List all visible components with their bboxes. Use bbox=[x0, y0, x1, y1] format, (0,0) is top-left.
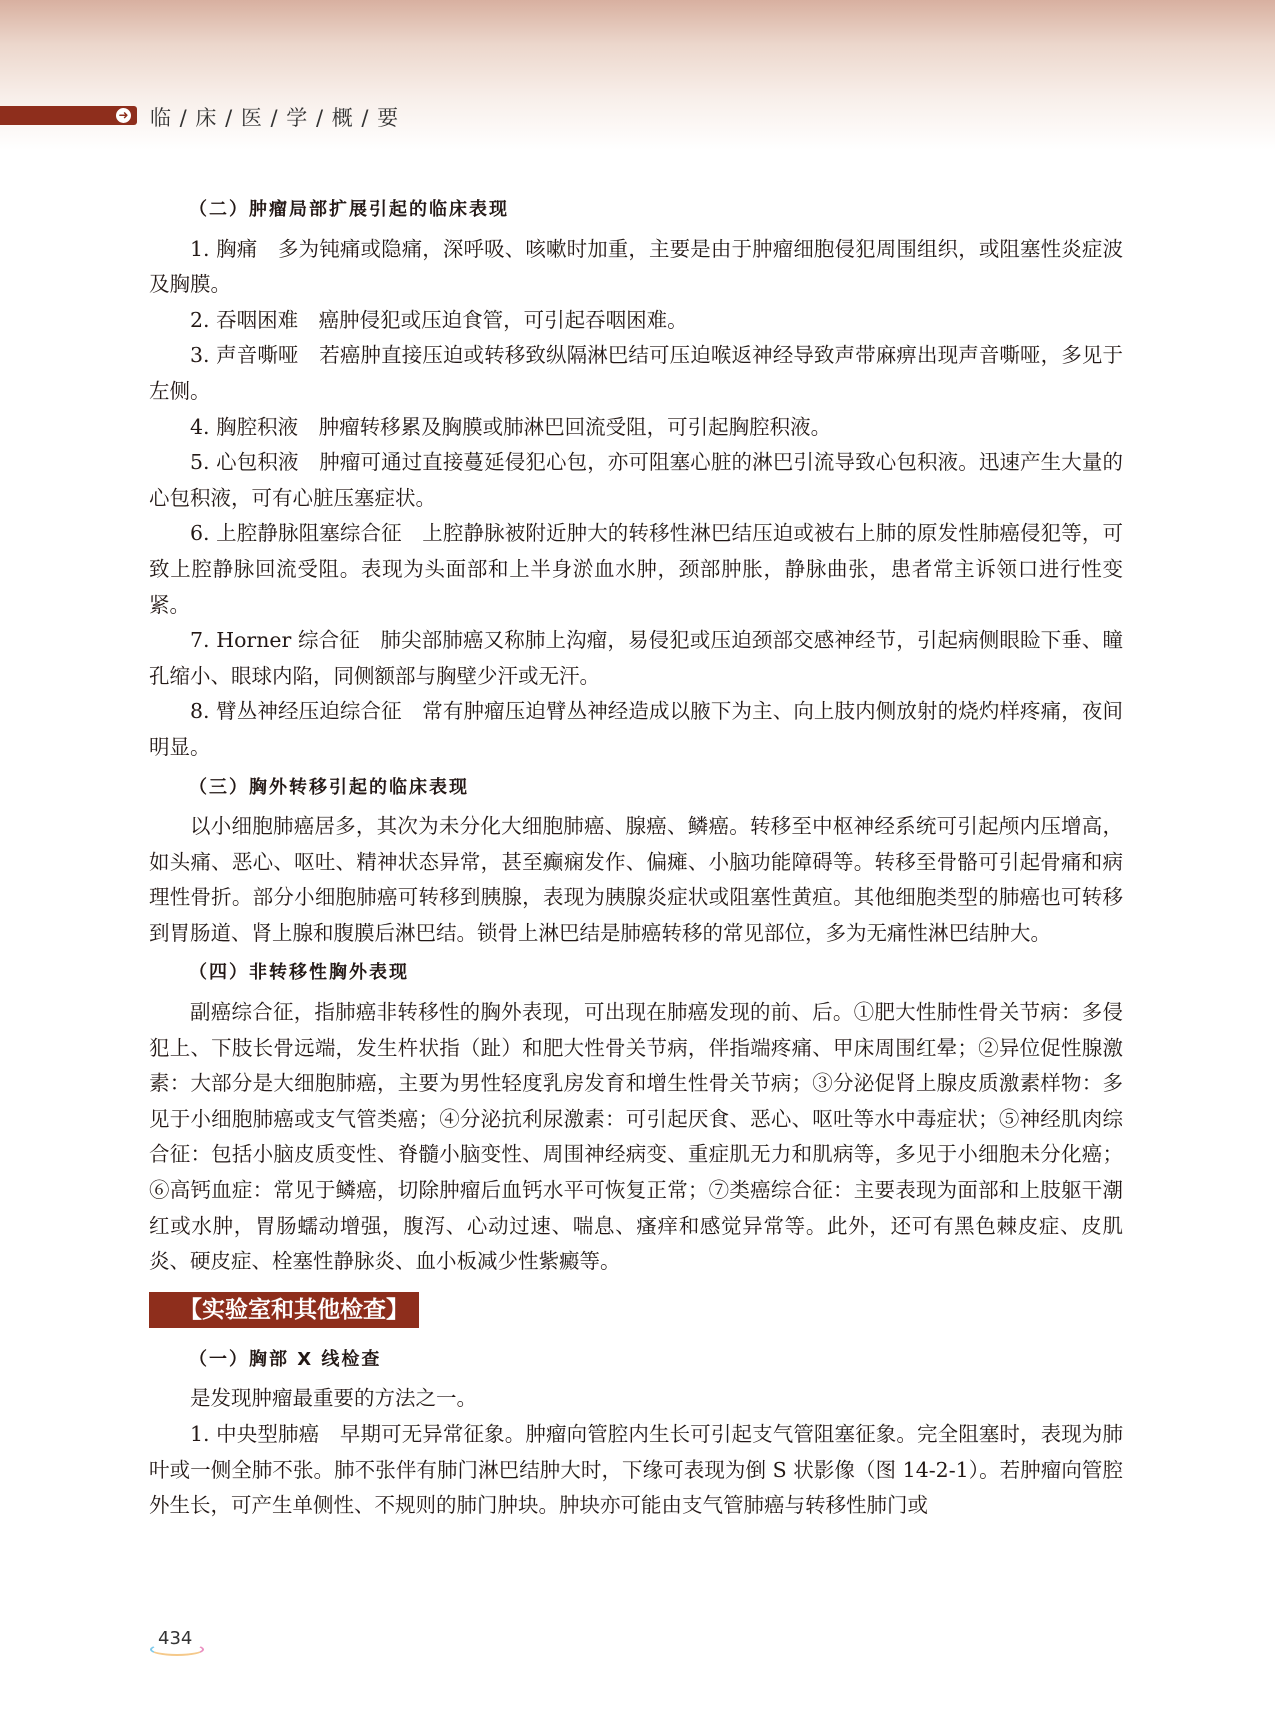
section-heading: （三）胸外转移引起的临床表现 bbox=[189, 776, 469, 798]
arrow-right-circle-icon: ➜ bbox=[116, 108, 131, 123]
paragraph: 以小细胞肺癌居多，其次为未分化大细胞肺癌、腺癌、鳞癌。转移至中枢神经系统可引起颅内压增高，如头痛、恶心、呕吐、精神状态异常，甚至癫痫发作、偏瘫、小脑功能障碍等。转移至骨骼可引起骨痛和病理性骨折。部分小细胞肺癌可转移到胰腺，表现为胰腺炎症状或阻塞性黄疸。其他细胞类型的肺癌也可转移到胃肠道、肾上腺和腹膜后淋巴结。锁骨上淋巴结是肺癌转移的常见部位，多为无痛性淋巴结肿大。 bbox=[149, 814, 1123, 945]
paragraph: 3. 声音嘶哑 若癌肿直接压迫或转移致纵隔淋巴结可压迫喉返神经导致声带麻痹出现声音嘶哑，多见于左侧。 bbox=[149, 343, 1123, 403]
paragraph: 8. 臂丛神经压迫综合征 常有肿瘤压迫臂丛神经造成以腋下为主、向上肢内侧放射的烧灼样疼痛，夜间明显。 bbox=[149, 699, 1123, 759]
page-body bbox=[149, 188, 1123, 1524]
paragraph: 1. 胸痛 多为钝痛或隐痛，深呼吸、咳嗽时加重，主要是由于肿瘤细胞侵犯周围组织，或阻塞性炎症波及胸膜。 bbox=[149, 236, 1123, 297]
page-number-text: 434 bbox=[158, 1628, 193, 1649]
section-heading: （二）肿瘤局部扩展引起的临床表现 bbox=[189, 199, 509, 220]
section-heading: （四）非转移性胸外表现 bbox=[189, 962, 409, 984]
running-title: 临 / 床 / 医 / 学 / 概 / 要 bbox=[150, 106, 400, 130]
section-banner: 【实验室和其他检查】 bbox=[149, 1292, 419, 1328]
paragraph: 7. Horner 综合征 肺尖部肺癌又称肺上沟瘤，易侵犯或压迫颈部交感神经节，引起病侧眼睑下垂、瞳孔缩小、眼球内陷，同侧额部与胸壁少汗或无汗。 bbox=[149, 628, 1123, 688]
page-number bbox=[150, 1628, 200, 1656]
paragraph: 6. 上腔静脉阻塞综合征 上腔静脉被附近肿大的转移性淋巴结压迫或被右上肺的原发性肺癌侵犯等，可致上腔静脉回流受阻。表现为头面部和上半身淤血水肿，颈部肿胀，静脉曲张，患者常主诉领口进行性变紧。 bbox=[149, 521, 1123, 617]
paragraph: 2. 吞咽困难 癌肿侵犯或压迫食管，可引起吞咽困难。 bbox=[190, 307, 688, 332]
paragraph: 是发现肿瘤最重要的方法之一。 bbox=[190, 1386, 477, 1411]
paragraph: 4. 胸腔积液 肿瘤转移累及胸膜或肺淋巴回流受阻，可引起胸腔积液。 bbox=[190, 414, 832, 439]
paragraph: 1. 中央型肺癌 早期可无异常征象。肿瘤向管腔内生长可引起支气管阻塞征象。完全阻塞时，表现为肺叶或一侧全肺不张。肺不张伴有肺门淋巴结肿大时，下缘可表现为倒 S 状影像（图 14-2-1）。若肿瘤向管腔外生长，可产生单侧性、不规则的肺门肿块。肿块亦可能由支气管肺癌与转移性肺门或 bbox=[149, 1422, 1123, 1518]
paragraph: 5. 心包积液 肿瘤可通过直接蔓延侵犯心包，亦可阻塞心脏的淋巴引流导致心包积液。迅速产生大量的心包积液，可有心脏压塞症状。 bbox=[149, 450, 1123, 510]
paragraph: 副癌综合征，指肺癌非转移性的胸外表现，可出现在肺癌发现的前、后。①肥大性肺性骨关节病：多侵犯上、下肢长骨远端，发生杵状指（趾）和肥大性骨关节病，伴指端疼痛、甲床周围红晕；②异位促性腺激素：大部分是大细胞肺癌，主要为男性轻度乳房发育和增生性骨关节病；③分泌促肾上腺皮质激素样物：多见于小细胞肺癌或支气管类癌；④分泌抗利尿激素：可引起厌食、恶心、呕吐等水中毒症状；⑤神经肌肉综合征：包括小脑皮质变性、脊髓小脑变性、周围神经病变、重症肌无力和肌病等，多见于小细胞未分化癌；⑥高钙血症：常见于鳞癌，切除肿瘤后血钙水平可恢复正常；⑦类癌综合征：主要表现为面部和上肢躯干潮红或水肿，胃肠蠕动增强，腹泻、心动过速、喘息、瘙痒和感觉异常等。此外，还可有黑色棘皮症、皮肌炎、硬皮症、栓塞性静脉炎、血小板减少性紫癜等。 bbox=[149, 1000, 1123, 1274]
section-heading: （一）胸部 X 线检查 bbox=[189, 1348, 382, 1370]
